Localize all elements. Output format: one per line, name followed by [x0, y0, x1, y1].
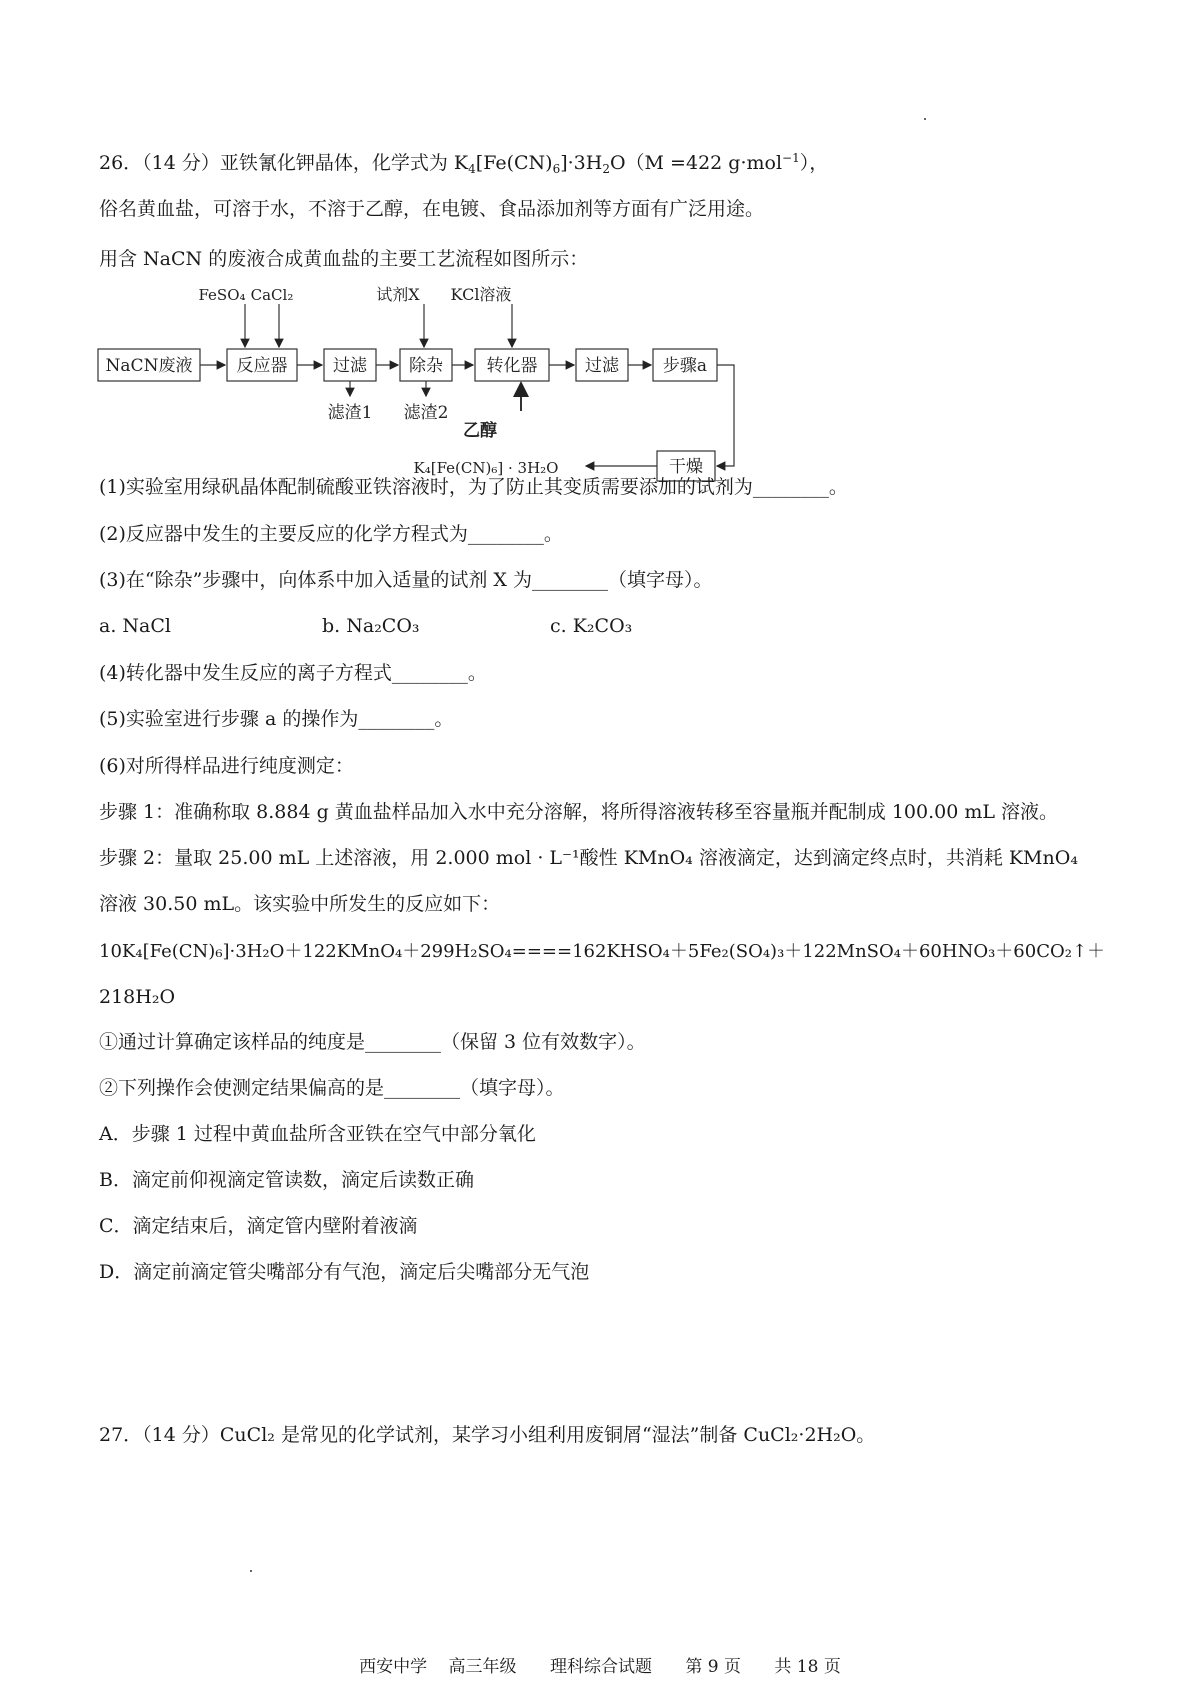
scan-speck — [924, 118, 926, 120]
process-flow-diagram — [96, 286, 756, 490]
page-footer — [0, 1652, 1200, 1677]
label-product: K₄[Fe(CN)₆] · 3H₂O — [413, 459, 559, 477]
reaction-equation-cont: 218H₂O — [99, 986, 176, 1008]
label-nacn: NaCN废液 — [105, 356, 193, 376]
label-step-a: 步骤a — [662, 356, 708, 376]
footer-grade: 高三年级 — [448, 1657, 517, 1677]
label-kcl: KCl溶液 — [450, 286, 512, 304]
footer-exam: 理科综合试题 — [549, 1657, 652, 1677]
scan-speck — [250, 1570, 252, 1572]
q26-heading: 26．（14 分）亚铁氰化钾晶体，化学式为 $K_4[Fe(CN)_6]\cdot 3H_2O(M =422$ g·mol$^{-1}$）， — [99, 151, 829, 176]
label-filter1: 过滤 — [333, 356, 367, 376]
option-c: c. K₂CO₃ — [550, 615, 633, 637]
step-1: 步骤 1：准确称取 8.884 g 黄血盐样品加入水中充分溶解，将所得溶液转移至容量瓶并配制成 100.00 mL 溶液。 — [99, 801, 1059, 823]
label-filter2: 过滤 — [585, 356, 619, 376]
label-feso4: FeSO₄ — [198, 286, 246, 304]
q27-heading: 27．（14 分）CuCl₂ 是常见的化学试剂，某学习小组利用废铜屑“湿法”制备 CuCl₂·2H₂O。 — [99, 1424, 876, 1446]
step-2: 步骤 2：量取 25.00 mL 上述溶液，用 2.000 mol · L⁻¹酸性 KMnO₄ 溶液滴定，达到滴定终点时，共消耗 KMnO₄ — [99, 847, 1078, 869]
label-residue1: 滤渣1 — [327, 403, 373, 423]
choice-b: B．滴定前仰视滴定管读数，滴定后读数正确 — [99, 1169, 474, 1191]
choice-a: A．步骤 1 过程中黄血盐所含亚铁在空气中部分氧化 — [99, 1123, 536, 1145]
question-6: (6)对所得样品进行纯度测定： — [99, 755, 354, 777]
label-remove: 除杂 — [409, 356, 443, 376]
option-a: a. NaCl — [99, 615, 171, 637]
subquestion-1: ①通过计算确定该样品的纯度是________（保留 3 位有效数字）。 — [99, 1031, 646, 1053]
label-ethanol: 乙醇 — [463, 421, 497, 441]
label-residue2: 滤渣2 — [403, 403, 449, 423]
q26-flow-intro: 用含 NaCN 的废液合成黄血盐的主要工艺流程如图所示： — [99, 248, 589, 270]
subquestion-2: ②下列操作会使测定结果偏高的是________（填字母）。 — [99, 1077, 565, 1099]
choice-d: D．滴定前滴定管尖嘴部分有气泡，滴定后尖嘴部分无气泡 — [99, 1261, 590, 1283]
label-reagent-x: 试剂X — [376, 286, 420, 304]
option-b: b. Na₂CO₃ — [322, 615, 420, 637]
question-1: (1)实验室用绿矾晶体配制硫酸亚铁溶液时，为了防止其变质需要添加的试剂为________。 — [99, 476, 848, 498]
step-2-cont: 溶液 30.50 mL。该实验中所发生的反应如下： — [99, 893, 501, 915]
question-3: (3)在“除杂”步骤中，向体系中加入适量的试剂 X 为________（填字母）。 — [99, 569, 713, 591]
question-2: (2)反应器中发生的主要反应的化学方程式为________。 — [99, 523, 563, 545]
label-cacl2: CaCl₂ — [250, 286, 294, 304]
question-4: (4)转化器中发生反应的离子方程式________。 — [99, 662, 487, 684]
footer-page: 第 9 页 — [685, 1657, 741, 1677]
footer-school: 西安中学 — [359, 1657, 428, 1677]
reaction-equation: 10K₄[Fe(CN)₆]·3H₂O＋122KMnO₄＋299H₂SO₄====162KHSO₄＋5Fe₂(SO₄)₃＋122MnSO₄＋60HNO₃＋60CO₂↑＋ — [99, 941, 1106, 962]
q26-description: 俗名黄血盐，可溶于水，不溶于乙醇，在电镀、食品添加剂等方面有广泛用途。 — [99, 198, 765, 220]
label-dry: 干燥 — [669, 457, 703, 477]
choice-c: C．滴定结束后，滴定管内壁附着液滴 — [99, 1215, 418, 1237]
label-converter: 转化器 — [486, 356, 538, 376]
footer-total: 共 18 页 — [774, 1657, 841, 1677]
label-reactor: 反应器 — [236, 356, 288, 376]
question-5: (5)实验室进行步骤 a 的操作为________。 — [99, 708, 454, 730]
